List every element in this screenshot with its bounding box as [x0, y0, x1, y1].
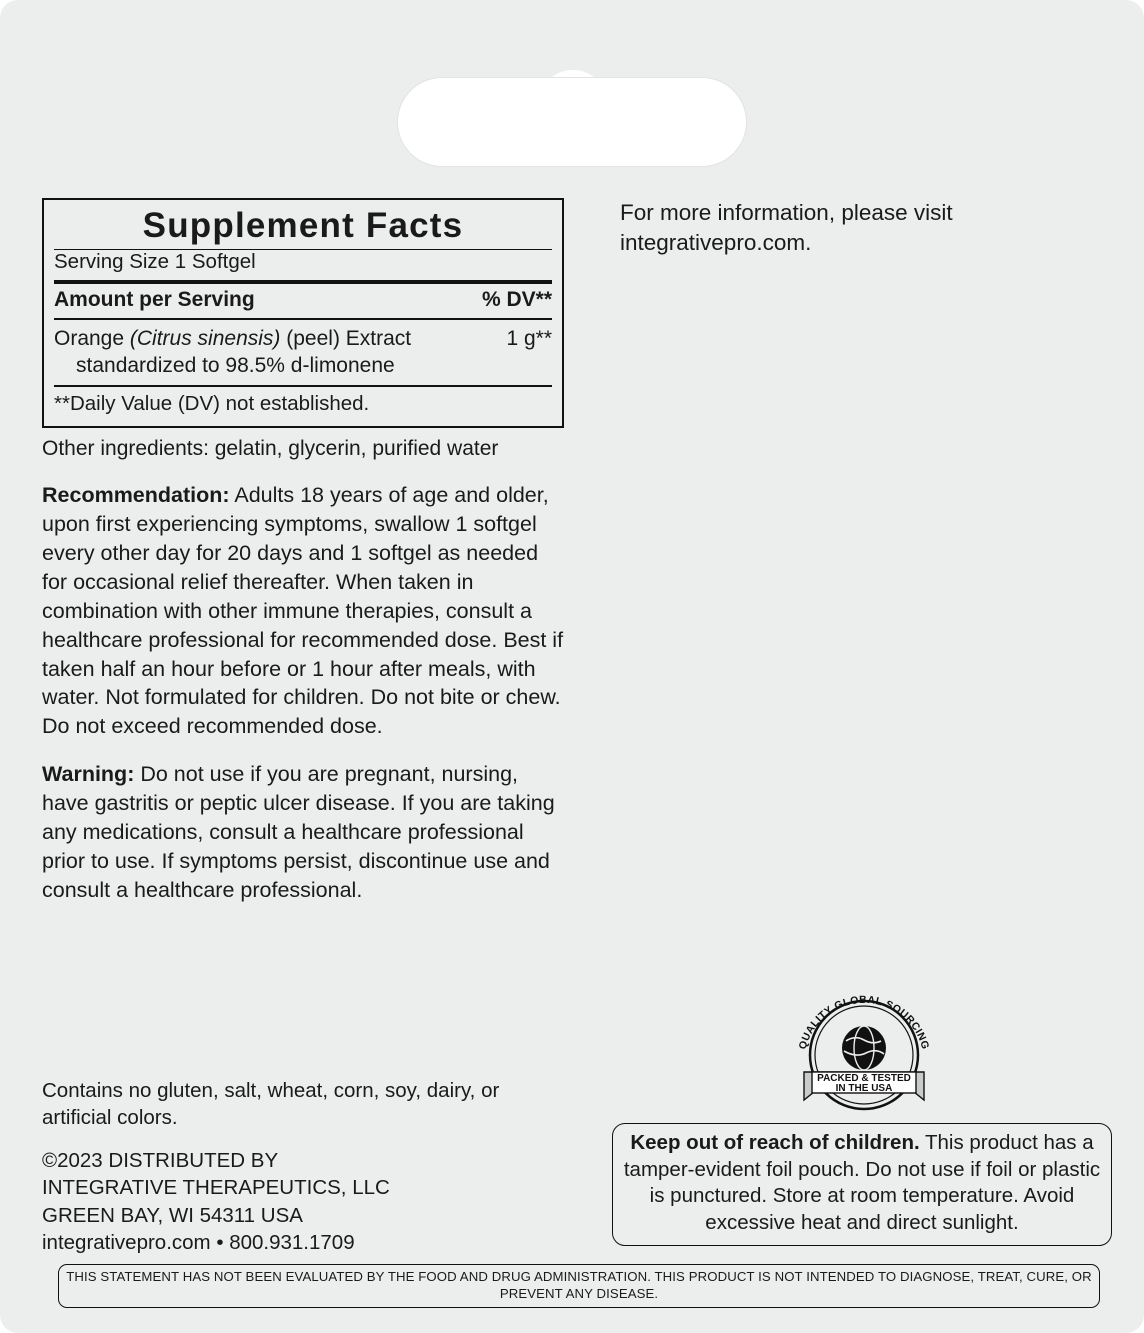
ingredient-latin-name: (Citrus sinensis): [129, 326, 281, 350]
recommendation-label: Recommendation:: [42, 483, 230, 508]
serving-size: Serving Size 1 Softgel: [54, 249, 256, 273]
seal-banner: [804, 1072, 924, 1100]
keep-out-text: This product has a tamper-evident foil pouch. Do not use if foil or plastic is punctured. Store at room temperature. Avoid excessive heat and direct sunlight.: [623, 1131, 1101, 1234]
warning-paragraph: [42, 760, 564, 905]
amount-per-serving-header: Amount per Serving: [54, 288, 255, 312]
supplement-facts-panel: [42, 198, 564, 428]
company-name: INTEGRATIVE THERAPEUTICS, LLC: [42, 1176, 390, 1200]
supplement-facts-title: Supplement Facts: [142, 206, 464, 245]
copyright-line: ©2023 DISTRIBUTED BY: [42, 1149, 279, 1173]
warning-text: Do not use if you are pregnant, nursing, have gastritis or peptic ulcer disease. If you are taking any medications, consult a healthcare professional prior to use. If symptoms persist, discontinue use and consult a healthcare professional.: [42, 762, 555, 902]
left-footer-block: [42, 1077, 562, 1256]
ingredient-standardization: standardized to 98.5% d-limonene: [76, 353, 395, 377]
facts-column-headers: [54, 284, 552, 317]
daily-value-footnote: **Daily Value (DV) not established.: [54, 392, 370, 416]
recommendation-text: Adults 18 years of age and older, upon first experiencing symptoms, swallow 1 softgel every other day for 20 days and 1 softgel as needed for occasional relief thereafter. When taken in combination with other immune therapies, consult a healthcare professional for recommended dose. Best if taken half an hour before or 1 hour after meals, with water. Not formulated for children. Do not bite or chew. Do not exceed recommended dose.: [42, 483, 564, 739]
ingredient-amount: 1 g**: [506, 326, 552, 350]
table-row: [54, 320, 552, 386]
keep-out-label: Keep out of reach of children.: [630, 1131, 920, 1154]
more-information-text: For more information, please visit integrativepro.com.: [620, 200, 953, 255]
other-ingredients: Other ingredients: gelatin, glycerin, purified water: [42, 436, 499, 460]
percent-dv-header: % DV**: [481, 288, 552, 312]
distributor-address: [42, 1147, 562, 1256]
ingredient-name-suffix: (peel) Extract: [280, 326, 412, 350]
seal-banner-line1: PACKED & TESTED: [817, 1073, 911, 1084]
warning-label: Warning:: [42, 762, 135, 787]
ingredient-name: [54, 325, 411, 380]
ingredient-name-prefix: Orange: [54, 326, 130, 350]
seal-arc-text: QUALITY GLOBAL SOURCING: [796, 993, 932, 1051]
left-content-column: [42, 198, 564, 905]
allergen-free-statement: Contains no gluten, salt, wheat, corn, soy, dairy, or artificial colors.: [42, 1079, 500, 1130]
hang-tab-cutout: [398, 78, 746, 166]
seal-banner-line2: IN THE USA: [835, 1083, 893, 1094]
recommendation-paragraph: [42, 481, 564, 741]
hang-tab-nub-join: [538, 100, 608, 120]
quality-seal: [782, 993, 946, 1117]
fda-disclaimer: THIS STATEMENT HAS NOT BEEN EVALUATED BY THE FOOD AND DRUG ADMINISTRATION. THIS PRODUCT IS NOT INTENDED TO DIAGNOSE, TREAT, CURE, OR PREVENT ANY DISEASE.: [58, 1264, 1100, 1308]
globe-graphic: [842, 1026, 886, 1070]
company-city-state: GREEN BAY, WI 54311 USA: [42, 1203, 303, 1227]
keep-out-of-reach-box: [612, 1123, 1112, 1246]
company-web-phone: integrativepro.com • 800.931.1709: [42, 1230, 355, 1254]
